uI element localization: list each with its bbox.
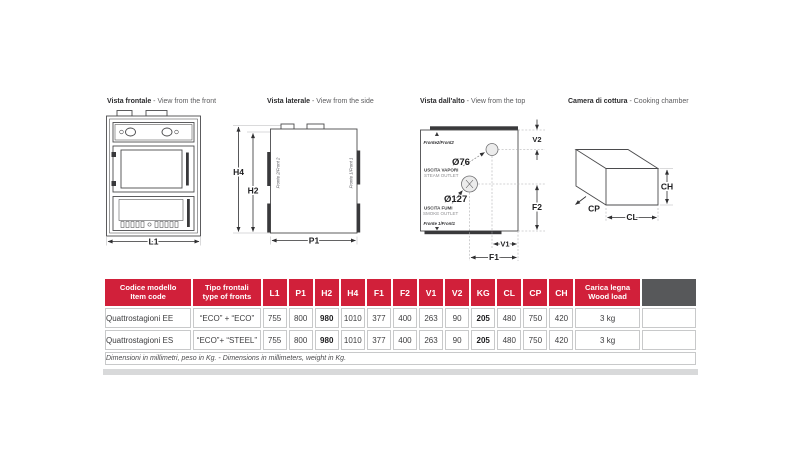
door-handle: [357, 151, 360, 185]
dim-label-v1: V1: [500, 239, 510, 249]
col-header-fronts: Tipo frontali type of fronts: [193, 279, 260, 306]
spec-cell: 480: [497, 330, 521, 350]
dimension-h4: [233, 127, 244, 232]
table-footnote: Dimensioni in millimetri, peso in Kg. - Dimensions in millimeters, weight in Kg.: [105, 352, 696, 365]
wood-load-cell: 3 kg: [575, 330, 639, 350]
chamber-title-en: - Cooking chamber: [627, 98, 689, 105]
col-header-cl: CL: [497, 279, 521, 306]
dim-label-h4: H4: [233, 167, 244, 177]
col-header-h4: H4: [341, 279, 365, 306]
spec-cell: 400: [393, 308, 417, 328]
table-row: [105, 330, 696, 350]
table-row: [105, 308, 696, 328]
chimney-stub: [146, 111, 167, 117]
door-handle: [357, 204, 360, 233]
spec-cell: 377: [367, 330, 391, 350]
front-view-title: [107, 98, 216, 106]
spec-cell: 400: [393, 330, 417, 350]
spec-cell: 980: [315, 308, 339, 328]
spec-cell: 205: [471, 308, 495, 328]
empty-cell: [642, 308, 696, 328]
door-handle: [186, 153, 189, 186]
steam-outlet-label-en: STEAM OUTLET: [424, 173, 459, 178]
spec-cell: 750: [523, 308, 547, 328]
spec-cell: 420: [549, 308, 573, 328]
door-handle: [187, 199, 190, 227]
spec-cell: 800: [289, 330, 313, 350]
dim-label-f2: F2: [532, 202, 542, 212]
model-cell: Quattrostagioni EE: [105, 308, 191, 328]
col-header-v1: V1: [419, 279, 443, 306]
spec-cell: 377: [367, 308, 391, 328]
hinge: [112, 181, 117, 186]
col-header-f1: F1: [367, 279, 391, 306]
dimension-v1: [494, 240, 517, 249]
table-bottom-shadow: [103, 369, 698, 375]
smoke-diameter-label: Ø127: [444, 194, 468, 205]
top-front2-label: Fronte2/Front2: [423, 140, 454, 145]
dim-label-l1: L1: [148, 236, 159, 247]
table-header-row: [105, 279, 696, 306]
dim-label-cp: CP: [588, 203, 600, 214]
spec-cell: 1010: [341, 308, 365, 328]
dimension-v2: [532, 120, 541, 161]
door-handle: [267, 204, 270, 233]
side-view-title-it: Vista laterale: [267, 98, 311, 105]
top-view-title-en: - View from the top: [464, 98, 526, 105]
spec-table: [103, 277, 698, 367]
spec-cell: 420: [549, 330, 573, 350]
dim-label-ch: CH: [660, 181, 674, 192]
front2-panel-bar: [430, 126, 518, 129]
dim-label-p1: P1: [308, 235, 320, 246]
dimension-f2: [532, 186, 542, 230]
chamber-front-face: [606, 169, 658, 206]
steam-outlet-label-it: USCITA VAPORI: [424, 167, 459, 173]
top-front1-label: Fronte 1/Front1: [423, 221, 456, 226]
spec-cell: 980: [315, 330, 339, 350]
col-header-v2: V2: [445, 279, 469, 306]
dimension-f1: [471, 252, 517, 262]
col-header-kg: KG: [471, 279, 495, 306]
steam-outlet-circle: [486, 144, 498, 156]
spec-cell: 90: [445, 330, 469, 350]
hinge: [112, 152, 117, 157]
fronts-cell: “ECO”+ “STEEL”: [193, 330, 260, 350]
col-header-ch: CH: [549, 279, 573, 306]
side-view-title-en: - View from the side: [310, 98, 374, 105]
spec-cell: 263: [419, 308, 443, 328]
dimension-h2: [248, 134, 259, 232]
dimension-p1: [271, 235, 358, 245]
dim-label-v2: V2: [532, 135, 542, 144]
spec-cell: 1010: [341, 330, 365, 350]
table-footer-row: [105, 352, 696, 365]
dimension-l1: [107, 236, 201, 246]
chamber-left-face: [576, 150, 606, 206]
front1-panel-bar: [425, 231, 502, 234]
spec-cell: 755: [263, 308, 287, 328]
spec-cell: 755: [263, 330, 287, 350]
smoke-outlet-label-it: USCITA FUMI: [424, 205, 453, 211]
spec-cell: 205: [471, 330, 495, 350]
top-view-title-it: Vista dall'alto: [420, 98, 465, 105]
steam-diameter-label: Ø76: [452, 157, 470, 168]
dim-label-h2: H2: [247, 185, 259, 196]
dimension-ch: [661, 170, 673, 204]
side-view-drawing: [225, 108, 370, 256]
front-view-drawing: [100, 108, 212, 256]
side-front1-label: Fronte 1/Front 1: [348, 157, 354, 189]
wood-load-cell: 3 kg: [575, 308, 639, 328]
col-header-model: Codice modello Item code: [105, 279, 191, 306]
front-view-title-it: Vista frontale: [107, 98, 152, 105]
empty-cell: [642, 330, 696, 350]
col-header-empty: [642, 279, 696, 306]
fronts-cell: “ECO” + “ECO”: [193, 308, 260, 328]
cooking-chamber-drawing: [565, 108, 690, 233]
stove-side-body: [271, 129, 358, 233]
side-front2-label: Fronte 2/Front 2: [275, 157, 281, 189]
col-header-cp: CP: [523, 279, 547, 306]
smoke-outlet-label-en: SMOKE OUTLET: [423, 211, 459, 216]
dimension-cl: [606, 208, 658, 222]
dim-label-cl: CL: [626, 212, 638, 223]
col-header-l1: L1: [263, 279, 287, 306]
door-handle: [267, 152, 270, 186]
model-cell: Quattrostagioni ES: [105, 330, 191, 350]
col-header-p1: P1: [289, 279, 313, 306]
top-view-title: [420, 98, 525, 106]
spec-cell: 800: [289, 308, 313, 328]
chamber-top-face: [576, 150, 658, 169]
col-header-h2: H2: [315, 279, 339, 306]
spec-cell: 263: [419, 330, 443, 350]
spec-cell: 480: [497, 308, 521, 328]
side-view-title: [267, 98, 374, 106]
chamber-title-it: Camera di cottura: [568, 98, 628, 105]
col-header-wood-load: Carica legna Wood load: [575, 279, 639, 306]
chimney-stub: [117, 111, 132, 117]
top-view-drawing: [412, 108, 564, 270]
spec-cell: 90: [445, 308, 469, 328]
spec-cell: 750: [523, 330, 547, 350]
chamber-title: [568, 98, 689, 106]
col-header-f2: F2: [393, 279, 417, 306]
front-view-title-en: - View from the front: [151, 98, 217, 105]
dim-label-f1: F1: [489, 252, 499, 263]
